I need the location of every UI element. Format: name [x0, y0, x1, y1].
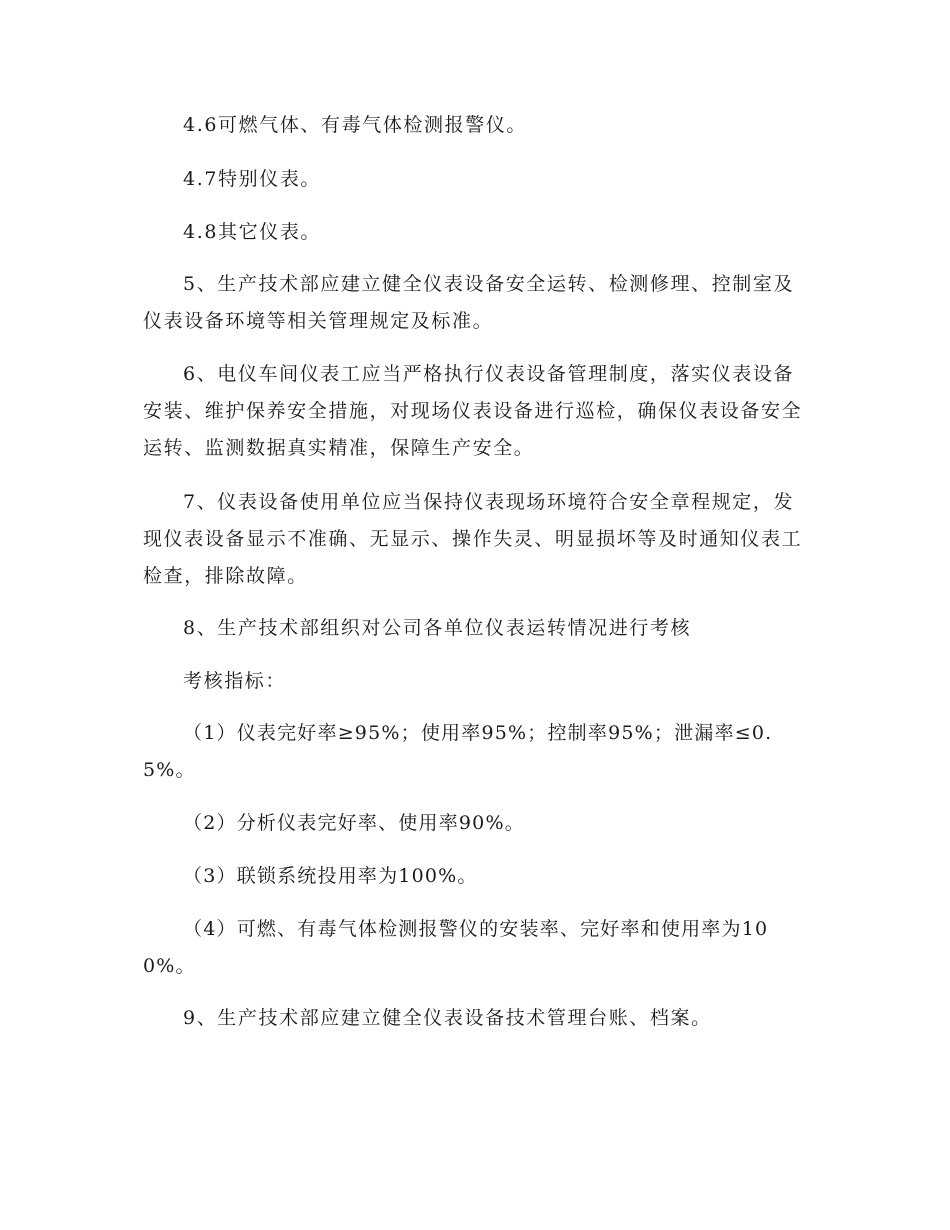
- paragraph-metric-1: （1）仪表完好率≥95%；使用率95%；控制率95%；泄漏率≤0.5%。: [143, 722, 773, 781]
- paragraph-4-7: 4.7特别仪表。: [183, 168, 322, 190]
- paragraph-5: 5、生产技术部应建立健全仪表设备安全运转、检测修理、控制室及仪表设备环境等相关管理规定及标准。: [143, 273, 795, 332]
- paragraph-metric-2: （2）分析仪表完好率、使用率90%。: [183, 812, 525, 834]
- paragraph-4-6: 4.6可燃气体、有毒气体检测报警仪。: [183, 114, 528, 136]
- paragraph-metric-4: （4）可燃、有毒气体检测报警仪的安装率、完好率和使用率为100%。: [143, 918, 769, 977]
- paragraph-9: 9、生产技术部应建立健全仪表设备技术管理台账、档案。: [183, 1007, 712, 1029]
- paragraph-8: 8、生产技术部组织对公司各单位仪表运转情况进行考核: [183, 617, 692, 639]
- paragraph-6: 6、电仪车间仪表工应当严格执行仪表设备管理制度，落实仪表设备安装、维护保养安全措施，对现场仪表设备进行巡检，确保仪表设备安全运转、监测数据真实精准，保障生产安全。: [143, 363, 803, 459]
- paragraph-assessment-heading: 考核指标：: [183, 670, 287, 692]
- paragraph-metric-3: （3）联锁系统投用率为100%。: [183, 865, 478, 887]
- paragraph-4-8: 4.8其它仪表。: [183, 221, 322, 243]
- paragraph-7: 7、仪表设备使用单位应当保持仪表现场环境符合安全章程规定，发现仪表设备显示不准确、无显示、操作失灵、明显损坏等及时通知仪表工检查，排除故障。: [143, 491, 803, 587]
